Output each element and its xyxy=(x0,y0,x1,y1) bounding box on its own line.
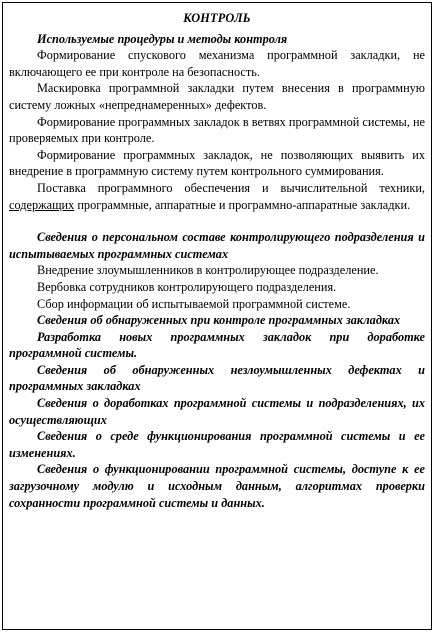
method-item-4: Формирование программных закладок, не позволяющих выявить их внедрение в программную систему путем контрольного суммирования. xyxy=(9,147,425,179)
method-item-5 xyxy=(9,180,425,213)
personnel-item-4: Сведения об обнаруженных при контроле программных закладках xyxy=(37,313,401,328)
method-item-1: Формирование спускового механизма программной закладки, не включающего ее при контроле на безопасность. xyxy=(9,48,425,79)
personnel-item-9: Сведения о функционировании программной системы, доступе к ее загрузочному модулю и исходным данным, алгоритмах проверки сохранности программной системы и данных. xyxy=(9,462,425,510)
personnel-item-2: Вербовка сотрудников контролирующего подразделения. xyxy=(37,279,337,294)
personnel-item-6: Сведения об обнаруженных незлоумышленных дефектах и программных закладках xyxy=(9,362,425,394)
document-frame xyxy=(2,2,432,630)
method-item-5-start: Поставка программного обеспечения и вычислительной техники, xyxy=(37,180,425,195)
section-spacer xyxy=(9,213,425,229)
document-title: КОНТРОЛЬ xyxy=(183,11,251,25)
personnel-item-1: Внедрение злоумышленников в контролирующее подразделение. xyxy=(37,263,379,278)
personnel-item-7: Сведения о доработках программной системы и подразделениях, их осуществляющих xyxy=(9,396,425,427)
personnel-item-8: Сведения о среде функционирования программной системы и ее изменениях. xyxy=(9,429,425,460)
section-heading-personnel: Сведения о персональном составе контролирующего подразделения и испытываемых программных системах xyxy=(9,230,425,261)
method-item-2: Маскировка программной закладки путем внесения в программную систему ложных «непреднамеренных» дефектов. xyxy=(9,81,425,112)
personnel-item-3: Сбор информации об испытываемой программной системе. xyxy=(37,296,351,311)
personnel-item-5: Разработка новых программных закладок при доработке программной системы. xyxy=(9,329,425,361)
method-item-5-end: программные, аппаратные и программно-аппаратные закладки. xyxy=(74,197,411,212)
method-item-3: Формирование программных закладок в ветвях программной системы, не проверяемых при контроле. xyxy=(9,114,425,146)
section-heading-methods: Используемые процедуры и методы контроля xyxy=(37,31,288,46)
method-item-5-underlined: содержащих xyxy=(9,197,75,212)
